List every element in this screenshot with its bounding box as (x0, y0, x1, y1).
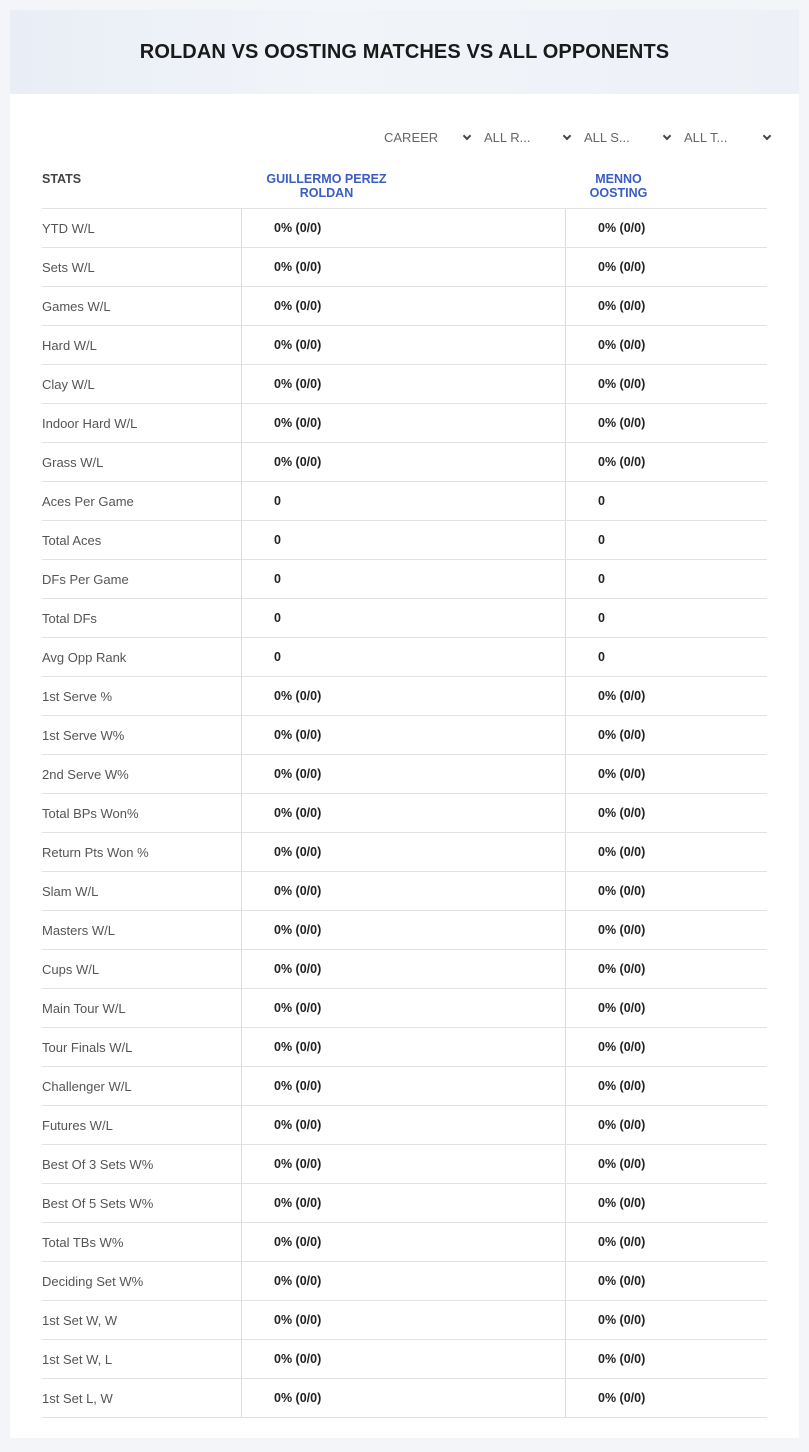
stat-label: Masters W/L (42, 922, 115, 938)
stat-label: YTD W/L (42, 220, 95, 236)
player1-stat-value: 0% (0/0) (241, 755, 565, 793)
table-row (42, 560, 767, 599)
player1-stat-value: 0% (0/0) (241, 989, 565, 1027)
player1-stat-value: 0% (0/0) (241, 833, 565, 871)
player1-stat-value: 0% (0/0) (241, 1340, 565, 1378)
player2-stat-value: 0% (0/0) (565, 1340, 767, 1378)
player2-stat-value: 0 (565, 521, 767, 559)
table-row (42, 794, 767, 833)
filter-round-select[interactable] (484, 126, 584, 148)
player1-stat-value: 0% (0/0) (241, 1223, 565, 1261)
table-row (42, 872, 767, 911)
filter-bar (384, 126, 784, 148)
table-row (42, 326, 767, 365)
player2-stat-value: 0% (0/0) (565, 1379, 767, 1417)
player2-stat-value: 0 (565, 482, 767, 520)
table-row (42, 599, 767, 638)
player1-stat-value: 0% (0/0) (241, 326, 565, 364)
table-row (42, 443, 767, 482)
table-row (42, 716, 767, 755)
stat-label: Best Of 5 Sets W% (42, 1195, 154, 1211)
chevron-down-icon (563, 131, 571, 139)
player2-stat-value: 0% (0/0) (565, 1145, 767, 1183)
stat-label: Clay W/L (42, 376, 95, 392)
table-row (42, 365, 767, 404)
table-row (42, 1223, 767, 1262)
player1-stat-value: 0 (241, 638, 565, 676)
chevron-down-icon (663, 131, 671, 139)
stat-label: Futures W/L (42, 1117, 113, 1133)
stat-label: Indoor Hard W/L (42, 415, 138, 431)
player2-stat-value: 0% (0/0) (565, 833, 767, 871)
player2-stat-value: 0% (0/0) (565, 677, 767, 715)
player1-stat-value: 0% (0/0) (241, 1301, 565, 1339)
table-row (42, 755, 767, 794)
player1-stat-value: 0% (0/0) (241, 443, 565, 481)
player1-stat-value: 0% (0/0) (241, 794, 565, 832)
stat-label: Best Of 3 Sets W% (42, 1156, 154, 1172)
table-header (42, 172, 767, 206)
player2-stat-value: 0% (0/0) (565, 248, 767, 286)
player2-stat-value: 0% (0/0) (565, 443, 767, 481)
stat-label: Total Aces (42, 532, 102, 548)
player2-stat-value: 0 (565, 638, 767, 676)
player2-stat-value: 0% (0/0) (565, 950, 767, 988)
stat-label: Total TBs W% (42, 1234, 124, 1250)
player1-stat-value: 0% (0/0) (241, 1379, 565, 1417)
player2-stat-value: 0% (0/0) (565, 911, 767, 949)
table-row (42, 1301, 767, 1340)
player1-stat-value: 0% (0/0) (241, 1262, 565, 1300)
table-row (42, 950, 767, 989)
player1-stat-value: 0% (0/0) (241, 248, 565, 286)
player1-stat-value: 0% (0/0) (241, 872, 565, 910)
table-row (42, 911, 767, 950)
filter-label: ALL T... (684, 129, 728, 145)
player1-stat-value: 0% (0/0) (241, 1106, 565, 1144)
player1-stat-value: 0% (0/0) (241, 677, 565, 715)
player1-stat-value: 0% (0/0) (241, 716, 565, 754)
stats-table (42, 208, 767, 1418)
table-row (42, 404, 767, 443)
player1-stat-value: 0% (0/0) (241, 209, 565, 247)
player1-stat-value: 0% (0/0) (241, 365, 565, 403)
table-row (42, 1106, 767, 1145)
player2-stat-value: 0 (565, 560, 767, 598)
table-row (42, 677, 767, 716)
filter-surface-select[interactable] (584, 126, 684, 148)
player2-stat-value: 0% (0/0) (565, 1106, 767, 1144)
player1-stat-value: 0% (0/0) (241, 950, 565, 988)
player2-stat-value: 0% (0/0) (565, 794, 767, 832)
column-header-stats: STATS (42, 172, 82, 186)
chevron-down-icon (463, 131, 471, 139)
page-title: ROLDAN VS OOSTING MATCHES VS ALL OPPONENTS (139, 40, 670, 63)
column-header-player1-link[interactable]: GUILLERMO PEREZ ROLDAN (266, 172, 387, 200)
stat-label: Deciding Set W% (42, 1273, 144, 1289)
player1-stat-value: 0 (241, 599, 565, 637)
stats-card (10, 10, 799, 1438)
stat-label: Games W/L (42, 298, 111, 314)
table-row (42, 1340, 767, 1379)
filter-label: CAREER (384, 129, 439, 145)
stat-label: Total BPs Won% (42, 805, 139, 821)
table-row (42, 1262, 767, 1301)
player1-stat-value: 0% (0/0) (241, 1145, 565, 1183)
player2-stat-value: 0% (0/0) (565, 365, 767, 403)
stat-label: Return Pts Won % (42, 844, 149, 860)
table-row (42, 1184, 767, 1223)
table-row (42, 1067, 767, 1106)
player1-stat-value: 0% (0/0) (241, 911, 565, 949)
stat-label: DFs Per Game (42, 571, 129, 587)
player2-stat-value: 0% (0/0) (565, 1262, 767, 1300)
filter-label: ALL S... (584, 129, 630, 145)
player2-stat-value: 0% (0/0) (565, 716, 767, 754)
player2-stat-value: 0% (0/0) (565, 1223, 767, 1261)
stat-label: Challenger W/L (42, 1078, 132, 1094)
stat-label: Total DFs (42, 610, 97, 626)
player1-stat-value: 0% (0/0) (241, 1184, 565, 1222)
table-row (42, 248, 767, 287)
player1-stat-value: 0% (0/0) (241, 287, 565, 325)
player2-stat-value: 0 (565, 599, 767, 637)
filter-tournament-select[interactable] (684, 126, 784, 148)
stat-label: Grass W/L (42, 454, 104, 470)
filter-label: ALL R... (484, 129, 531, 145)
stat-label: Avg Opp Rank (42, 649, 127, 665)
player1-stat-value: 0 (241, 560, 565, 598)
player1-stat-value: 0% (0/0) (241, 404, 565, 442)
player2-stat-value: 0% (0/0) (565, 209, 767, 247)
page-header (10, 10, 799, 94)
stat-label: Tour Finals W/L (42, 1039, 133, 1055)
table-row (42, 1145, 767, 1184)
stat-label: 1st Set W, W (42, 1312, 118, 1328)
player1-stat-value: 0 (241, 482, 565, 520)
player2-stat-value: 0% (0/0) (565, 1301, 767, 1339)
table-row (42, 1379, 767, 1418)
player1-stat-value: 0% (0/0) (241, 1067, 565, 1105)
stat-label: 1st Serve W% (42, 727, 125, 743)
stat-label: Hard W/L (42, 337, 97, 353)
stat-label: Sets W/L (42, 259, 95, 275)
player2-stat-value: 0% (0/0) (565, 326, 767, 364)
stat-label: 1st Set L, W (42, 1390, 113, 1406)
table-row (42, 482, 767, 521)
table-row (42, 989, 767, 1028)
table-row (42, 833, 767, 872)
player2-stat-value: 0% (0/0) (565, 1067, 767, 1105)
filter-period-select[interactable] (384, 126, 484, 148)
player2-stat-value: 0% (0/0) (565, 872, 767, 910)
player1-stat-value: 0% (0/0) (241, 1028, 565, 1066)
stat-label: 2nd Serve W% (42, 766, 129, 782)
table-row (42, 521, 767, 560)
player2-stat-value: 0% (0/0) (565, 1184, 767, 1222)
stat-label: Slam W/L (42, 883, 99, 899)
stat-label: Aces Per Game (42, 493, 134, 509)
player2-stat-value: 0% (0/0) (565, 989, 767, 1027)
column-header-player2-link[interactable]: MENNO OOSTING (589, 172, 648, 200)
stat-label: 1st Set W, L (42, 1351, 113, 1367)
player2-stat-value: 0% (0/0) (565, 404, 767, 442)
table-row (42, 209, 767, 248)
player2-stat-value: 0% (0/0) (565, 755, 767, 793)
table-row (42, 1028, 767, 1067)
player2-stat-value: 0% (0/0) (565, 1028, 767, 1066)
chevron-down-icon (763, 131, 771, 139)
player1-stat-value: 0 (241, 521, 565, 559)
stat-label: Cups W/L (42, 961, 100, 977)
stat-label: 1st Serve % (42, 688, 113, 704)
stat-label: Main Tour W/L (42, 1000, 126, 1016)
player2-stat-value: 0% (0/0) (565, 287, 767, 325)
table-row (42, 638, 767, 677)
table-row (42, 287, 767, 326)
